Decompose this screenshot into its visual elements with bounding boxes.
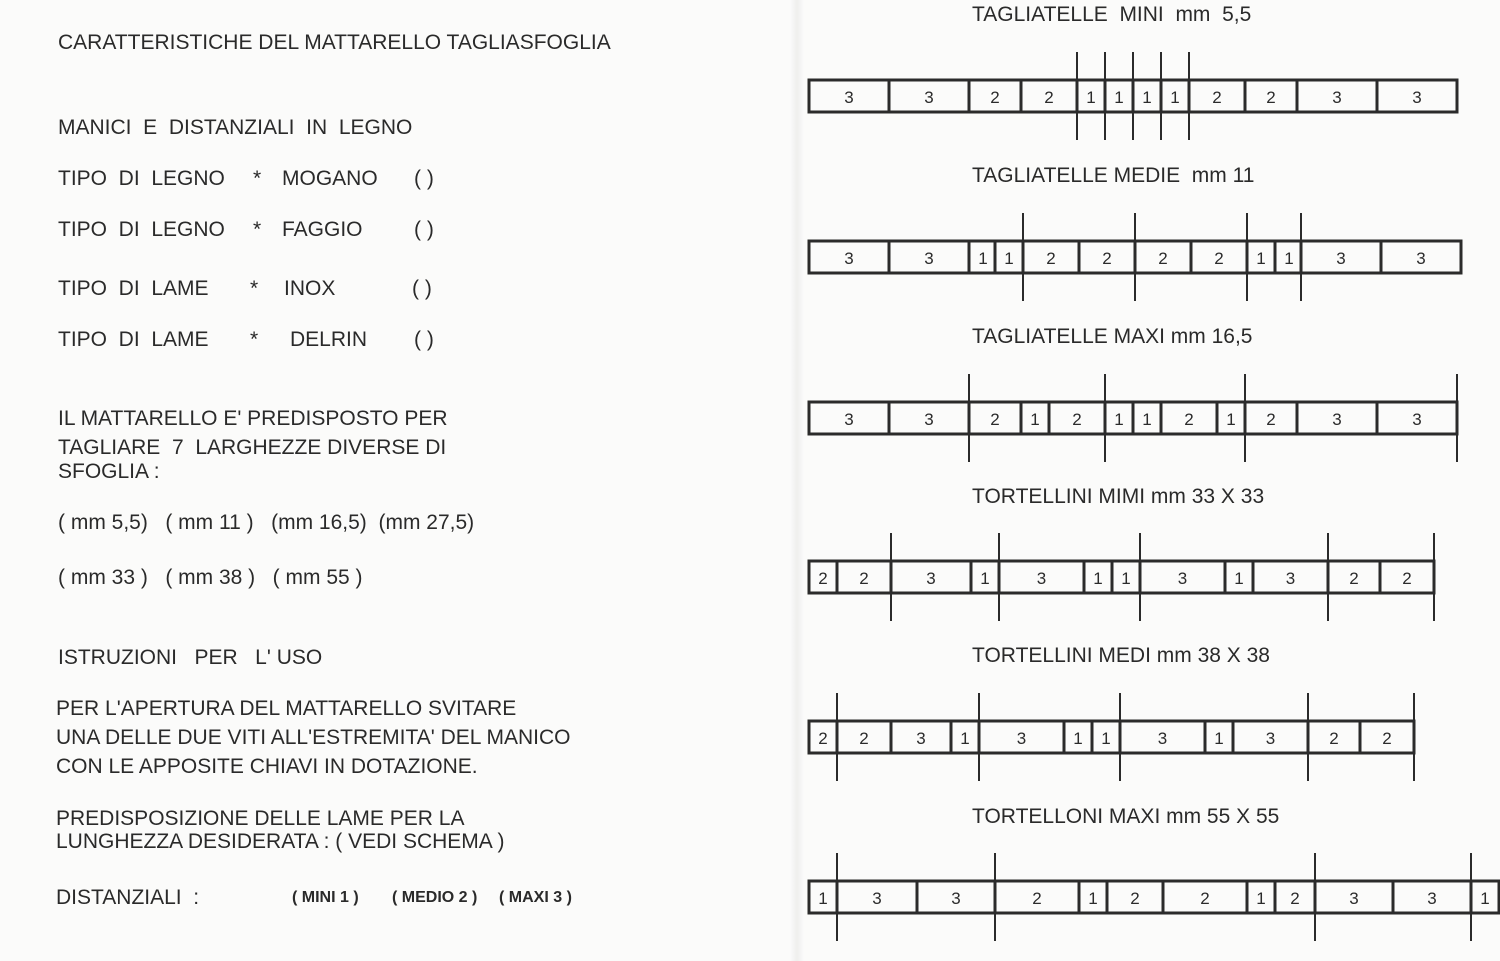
- spacer-label: 2: [1212, 88, 1222, 107]
- spacer-label: 1: [1073, 729, 1083, 748]
- spacer-label: 1: [1142, 410, 1152, 429]
- spacer-label: 2: [1158, 249, 1168, 268]
- spacer-label: 1: [980, 569, 990, 588]
- widths-intro-line: SFOGLIA :: [58, 460, 160, 483]
- spacer-label: 2: [1266, 88, 1276, 107]
- spacer-label: 3: [1416, 249, 1426, 268]
- spacer-label: 1: [1030, 410, 1040, 429]
- spacer-label: 1: [1093, 569, 1103, 588]
- diagram-title: TAGLIATELLE MEDIE mm 11: [972, 164, 1255, 187]
- spacer-label: 1: [818, 889, 828, 908]
- spec-label: TIPO DI LAME: [58, 277, 209, 300]
- spacer-label: 3: [1336, 249, 1346, 268]
- spacer-label: 2: [990, 88, 1000, 107]
- instructions-title: ISTRUZIONI PER L' USO: [58, 646, 323, 669]
- spacer-label: 2: [1290, 889, 1300, 908]
- instructions-line: LUNGHEZZA DESIDERATA : ( VEDI SCHEMA ): [56, 830, 505, 853]
- spacer-label: 1: [1121, 569, 1131, 588]
- spacer-label: 3: [1412, 410, 1422, 429]
- spec-star: *: [250, 328, 259, 351]
- spacer-label: 3: [1016, 729, 1027, 748]
- spacer-label: 1: [1142, 88, 1152, 107]
- spec-checkbox[interactable]: ( ): [414, 218, 434, 241]
- diagram-title: TORTELLONI MAXI mm 55 X 55: [972, 805, 1280, 828]
- spacer-label: 1: [1234, 569, 1244, 588]
- instructions-line: UNA DELLE DUE VITI ALL'ESTREMITA' DEL MANICO: [56, 726, 571, 749]
- widths-list-line: ( mm 5,5) ( mm 11 ) (mm 16,5) (mm 27,5): [58, 511, 475, 534]
- spacer-label: 1: [1256, 249, 1266, 268]
- spacer-label: 2: [818, 729, 828, 748]
- widths-list-line: ( mm 33 ) ( mm 38 ) ( mm 55 ): [58, 566, 363, 589]
- spacer-label: 1: [1101, 729, 1111, 748]
- instructions-line: PER L'APERTURA DEL MATTARELLO SVITARE: [56, 697, 517, 720]
- spacer-label: 2: [1102, 249, 1112, 268]
- spec-label: TIPO DI LEGNO: [58, 167, 225, 190]
- spec-value: DELRIN: [290, 328, 368, 351]
- spacer-label: 1: [1480, 889, 1490, 908]
- spacer-label: 3: [924, 88, 934, 107]
- spacer-label: 2: [859, 569, 869, 588]
- spacer-label: 3: [1285, 569, 1296, 588]
- right-panel: [795, 0, 1500, 961]
- spec-value: FAGGIO: [282, 218, 363, 241]
- spacer-label: 1: [1226, 410, 1236, 429]
- spacer-label: 1: [978, 249, 988, 268]
- spacer-label: 1: [1284, 249, 1294, 268]
- spacer-label: 3: [1427, 889, 1437, 908]
- spacer-label: 2: [1184, 410, 1194, 429]
- spacer-label: 2: [1046, 249, 1056, 268]
- spacer-label: 3: [1157, 729, 1168, 748]
- spec-value: INOX: [284, 277, 336, 300]
- spacer-label: 2: [990, 410, 1000, 429]
- spec-star: *: [253, 218, 262, 241]
- diagram-title: TAGLIATELLE MAXI mm 16,5: [972, 325, 1253, 348]
- spec-value: MOGANO: [282, 167, 378, 190]
- spacer-label: 2: [1130, 889, 1140, 908]
- spec-label: TIPO DI LAME: [58, 328, 209, 351]
- spacer-medio: ( MEDIO 2 ): [392, 889, 478, 906]
- spacer-label: 2: [1072, 410, 1082, 429]
- spacer-label: 2: [1349, 569, 1359, 588]
- spec-checkbox[interactable]: ( ): [414, 167, 434, 190]
- page-title: CARATTERISTICHE DEL MATTARELLO TAGLIASFOGLIA: [58, 31, 611, 54]
- spacer-label: 2: [1044, 88, 1054, 107]
- spacer-label: 3: [924, 249, 934, 268]
- spacer-label: 2: [1214, 249, 1224, 268]
- spacer-label: 3: [1412, 88, 1422, 107]
- spec-label: TIPO DI LEGNO: [58, 218, 225, 241]
- diagram-title: TORTELLINI MIMI mm 33 X 33: [972, 485, 1265, 508]
- rod-outline: [809, 881, 1499, 913]
- spacer-label: 1: [1086, 88, 1096, 107]
- spacer-label: 1: [1170, 88, 1180, 107]
- spacer-label: 3: [1036, 569, 1047, 588]
- spacer-label: 1: [1214, 729, 1224, 748]
- spacer-label: 3: [1349, 889, 1359, 908]
- spacer-label: 3: [1332, 410, 1342, 429]
- spacer-label: 1: [1114, 88, 1124, 107]
- spacer-label: 3: [1265, 729, 1276, 748]
- specs-section-title: MANICI E DISTANZIALI IN LEGNO: [58, 116, 413, 139]
- spacer-label: 3: [951, 889, 961, 908]
- spec-star: *: [253, 167, 262, 190]
- spacer-label: 3: [924, 410, 934, 429]
- spacer-mini: ( MINI 1 ): [292, 889, 359, 906]
- spacer-label: 2: [1200, 889, 1210, 908]
- widths-intro-line: IL MATTARELLO E' PREDISPOSTO PER: [58, 407, 448, 430]
- spacer-label: 3: [1332, 88, 1342, 107]
- spacer-label: 2: [859, 729, 869, 748]
- spacer-label: 1: [1256, 889, 1266, 908]
- spec-checkbox[interactable]: ( ): [414, 328, 434, 351]
- spacer-label: 3: [844, 249, 854, 268]
- widths-intro-line: TAGLIARE 7 LARGHEZZE DIVERSE DI: [58, 436, 447, 459]
- spacer-label: 1: [1004, 249, 1014, 268]
- spacer-label: 2: [818, 569, 828, 588]
- spacer-label: 3: [872, 889, 882, 908]
- spacers-label: DISTANZIALI :: [56, 886, 200, 909]
- spacer-label: 3: [916, 729, 926, 748]
- spacer-maxi: ( MAXI 3 ): [499, 889, 572, 906]
- spacer-label: 1: [1114, 410, 1124, 429]
- diagram-title: TORTELLINI MEDI mm 38 X 38: [972, 644, 1270, 667]
- rod-outline: [809, 721, 1414, 753]
- instructions-line: PREDISPOSIZIONE DELLE LAME PER LA: [56, 807, 465, 830]
- spacer-label: 3: [844, 88, 854, 107]
- spacer-label: 1: [960, 729, 970, 748]
- spacer-label: 2: [1032, 889, 1042, 908]
- instructions-line: CON LE APPOSITE CHIAVI IN DOTAZIONE.: [56, 755, 478, 778]
- spacer-label: 3: [926, 569, 936, 588]
- spacer-label: 1: [1088, 889, 1098, 908]
- spacer-label: 3: [1177, 569, 1188, 588]
- spec-checkbox[interactable]: ( ): [412, 277, 432, 300]
- spacer-label: 2: [1382, 729, 1392, 748]
- spacer-label: 2: [1402, 569, 1412, 588]
- diagram-title: TAGLIATELLE MINI mm 5,5: [972, 3, 1252, 26]
- spacer-label: 2: [1329, 729, 1339, 748]
- spec-star: *: [250, 277, 259, 300]
- spacer-label: 2: [1266, 410, 1276, 429]
- spacer-label: 3: [844, 410, 854, 429]
- blade-diagrams: [795, 0, 1500, 961]
